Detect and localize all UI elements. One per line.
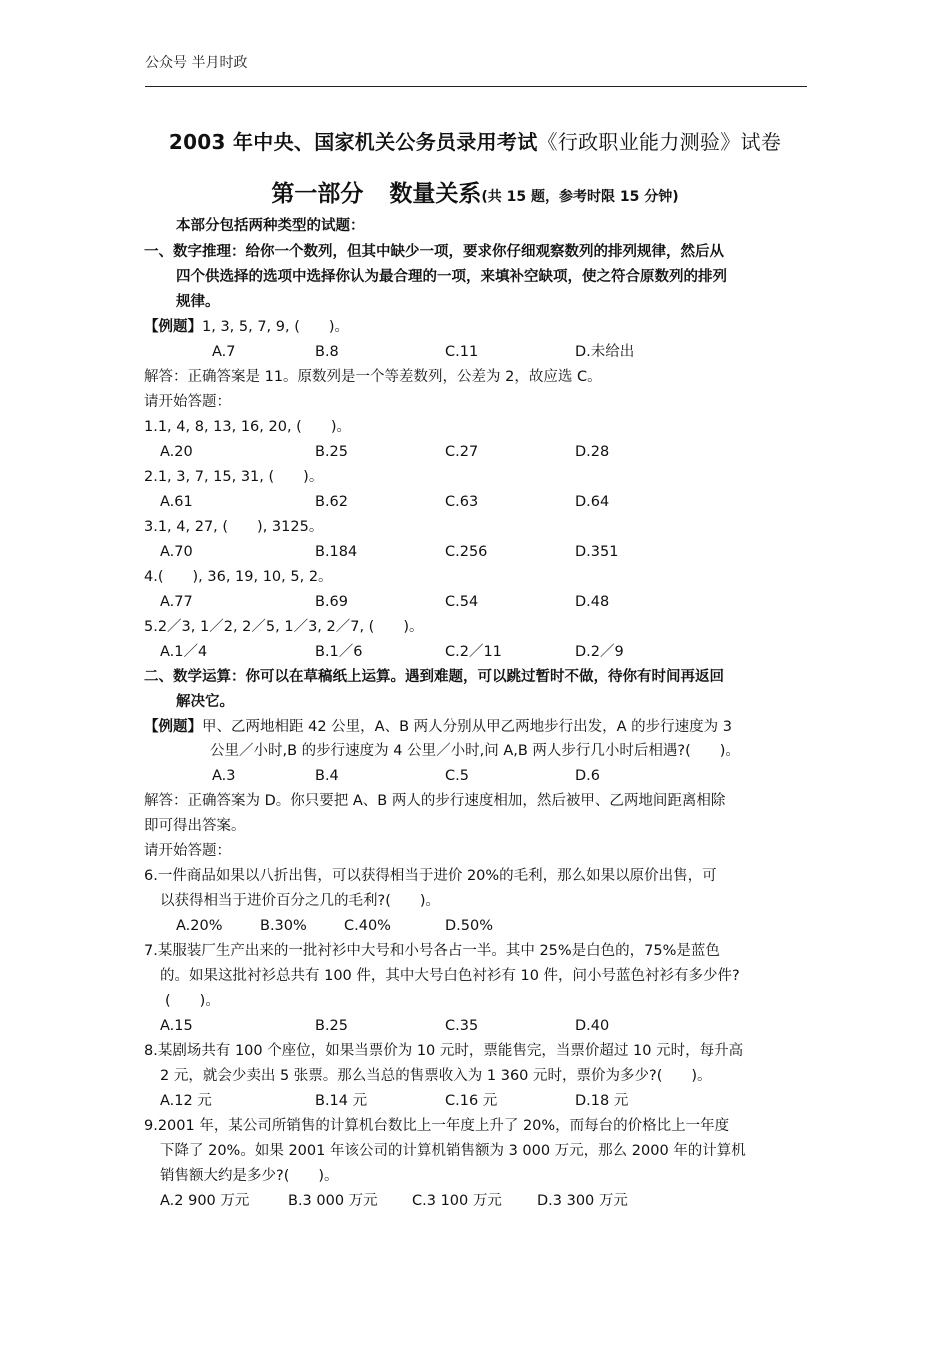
question-1: 1.1, 4, 8, 13, 16, 20, ( )。	[144, 419, 351, 435]
option: A.2 900 万元	[160, 1193, 250, 1209]
question-6: 6.一件商品如果以八折出售，可以获得相当于进价 20%的毛利，那么如果以原价出售，可	[144, 868, 717, 884]
option: A.70	[160, 544, 193, 560]
option: B.14 元	[315, 1093, 368, 1109]
option: D.28	[575, 444, 610, 460]
option: C.256	[445, 544, 488, 560]
option: B.30%	[260, 918, 307, 934]
option: D.未给出	[575, 344, 635, 360]
option: B.62	[315, 494, 349, 510]
option: C.5	[445, 768, 469, 784]
option: D.64	[575, 494, 610, 510]
question-3: 3.1, 4, 27, ( ), 3125。	[144, 519, 324, 535]
intro-text: 本部分包括两种类型的试题：	[176, 218, 365, 234]
option: B.3 000 万元	[288, 1193, 378, 1209]
option: C.40%	[344, 918, 391, 934]
option: B.25	[315, 1018, 349, 1034]
option: D.40	[575, 1018, 610, 1034]
question-7-cont: ( )。	[165, 993, 220, 1009]
question-8: 8.某剧场共有 100 个座位，如果当票价为 10 元时，票能售完，当票价超过 10 元时，每升高	[144, 1043, 744, 1059]
header-divider	[145, 86, 807, 87]
option: D.2／9	[575, 644, 624, 660]
example1	[144, 317, 349, 337]
option: C.63	[445, 494, 479, 510]
option: D.351	[575, 544, 619, 560]
option: C.11	[445, 344, 479, 360]
exam-title	[0, 126, 950, 155]
option: A.1／4	[160, 644, 208, 660]
option: C.35	[445, 1018, 479, 1034]
part-note: (共 15 题，参考时限 15 分钟)	[481, 189, 679, 205]
section2-line: 解决它。	[176, 694, 234, 710]
option: D.3 300 万元	[537, 1193, 628, 1209]
option: A.15	[160, 1018, 193, 1034]
part-topic: 数量关系	[389, 181, 482, 207]
start-prompt: 请开始答题：	[144, 843, 231, 859]
section2-line: 二、数学运算：你可以在草稿纸上运算。遇到难题，可以跳过暂时不做，待你有时间再返回	[144, 669, 724, 685]
question-5: 5.2／3, 1／2, 2／5, 1／3, 2／7, ( )。	[144, 619, 424, 635]
example1-answer: 解答：正确答案是 11。原数列是一个等差数列，公差为 2，故应选 C。	[144, 369, 602, 385]
question-9: 9.2001 年，某公司所销售的计算机台数比上一年度上升了 20%，而每台的价格比上一年度	[144, 1118, 730, 1134]
question-7-cont: 的。如果这批衬衫总共有 100 件，其中大号白色衬衫有 10 件，问小号蓝色衬衫有多少件?	[160, 968, 740, 984]
option: C.2／11	[445, 644, 502, 660]
option: A.12 元	[160, 1093, 212, 1109]
option: C.16 元	[445, 1093, 498, 1109]
option: A.7	[212, 344, 236, 360]
option: D.50%	[445, 918, 494, 934]
exam-title-book: 《行政职业能力测验》试卷	[537, 130, 782, 154]
option: C.54	[445, 594, 479, 610]
question-9-cont: 销售额大约是多少?( )。	[160, 1168, 339, 1184]
option: C.3 100 万元	[412, 1193, 502, 1209]
question-9-cont: 下降了 20%。如果 2001 年该公司的计算机销售额为 3 000 万元，那么 2000 年的计算机	[160, 1143, 746, 1159]
option: D.48	[575, 594, 610, 610]
option: D.6	[575, 768, 600, 784]
option: C.27	[445, 444, 479, 460]
option: B.69	[315, 594, 349, 610]
option: A.20%	[176, 918, 223, 934]
part-name: 第一部分	[271, 181, 364, 207]
option: B.184	[315, 544, 358, 560]
option: B.8	[315, 344, 339, 360]
option: A.77	[160, 594, 193, 610]
option: A.3	[212, 768, 236, 784]
option: D.18 元	[575, 1093, 629, 1109]
option: B.4	[315, 768, 339, 784]
example2-answer: 即可得出答案。	[144, 818, 246, 834]
example-tag: 【例题】	[144, 319, 202, 335]
example2-answer: 解答：正确答案为 D。你只要把 A、B 两人的步行速度相加，然后被甲、乙两地间距离相除	[144, 793, 726, 809]
question-8-cont: 2 元，就会少卖出 5 张票。那么当总的售票收入为 1 360 元时，票价为多少?( )。	[160, 1068, 712, 1084]
option: B.1／6	[315, 644, 363, 660]
section1-line: 四个供选择的选项中选择你认为最合理的一项，来填补空缺项，使之符合原数列的排列	[176, 269, 727, 285]
start-prompt: 请开始答题：	[144, 394, 231, 410]
question-4: 4.( ), 36, 19, 10, 5, 2。	[144, 569, 333, 585]
question-6-cont: 以获得相当于进价百分之几的毛利?( )。	[160, 893, 441, 909]
section1-line: 规律。	[176, 294, 220, 310]
example2-line2: 公里／小时,B 的步行速度为 4 公里／小时,问 A,B 两人步行几小时后相遇?( )。	[210, 743, 740, 759]
exam-title-prefix: 2003 年中央、国家机关公务员录用考试	[168, 130, 538, 154]
example-tag: 【例题】	[144, 719, 202, 735]
example2	[144, 717, 732, 737]
example2-line1: 甲、乙两地相距 42 公里，A、B 两人分别从甲乙两地步行出发，A 的步行速度为 3	[202, 719, 733, 735]
section1-line: 一、数字推理：给你一个数列，但其中缺少一项，要求你仔细观察数列的排列规律，然后从	[144, 244, 724, 260]
example-question: 1, 3, 5, 7, 9, ( )。	[202, 319, 350, 335]
option: B.25	[315, 444, 349, 460]
option: A.20	[160, 444, 193, 460]
option: A.61	[160, 494, 193, 510]
header-source: 公众号 半月时政	[145, 55, 248, 71]
question-2: 2.1, 3, 7, 15, 31, ( )。	[144, 469, 324, 485]
question-7: 7.某服装厂生产出来的一批衬衫中大号和小号各占一半。其中 25%是白色的，75%是蓝色	[144, 943, 720, 959]
part-heading	[0, 175, 950, 208]
